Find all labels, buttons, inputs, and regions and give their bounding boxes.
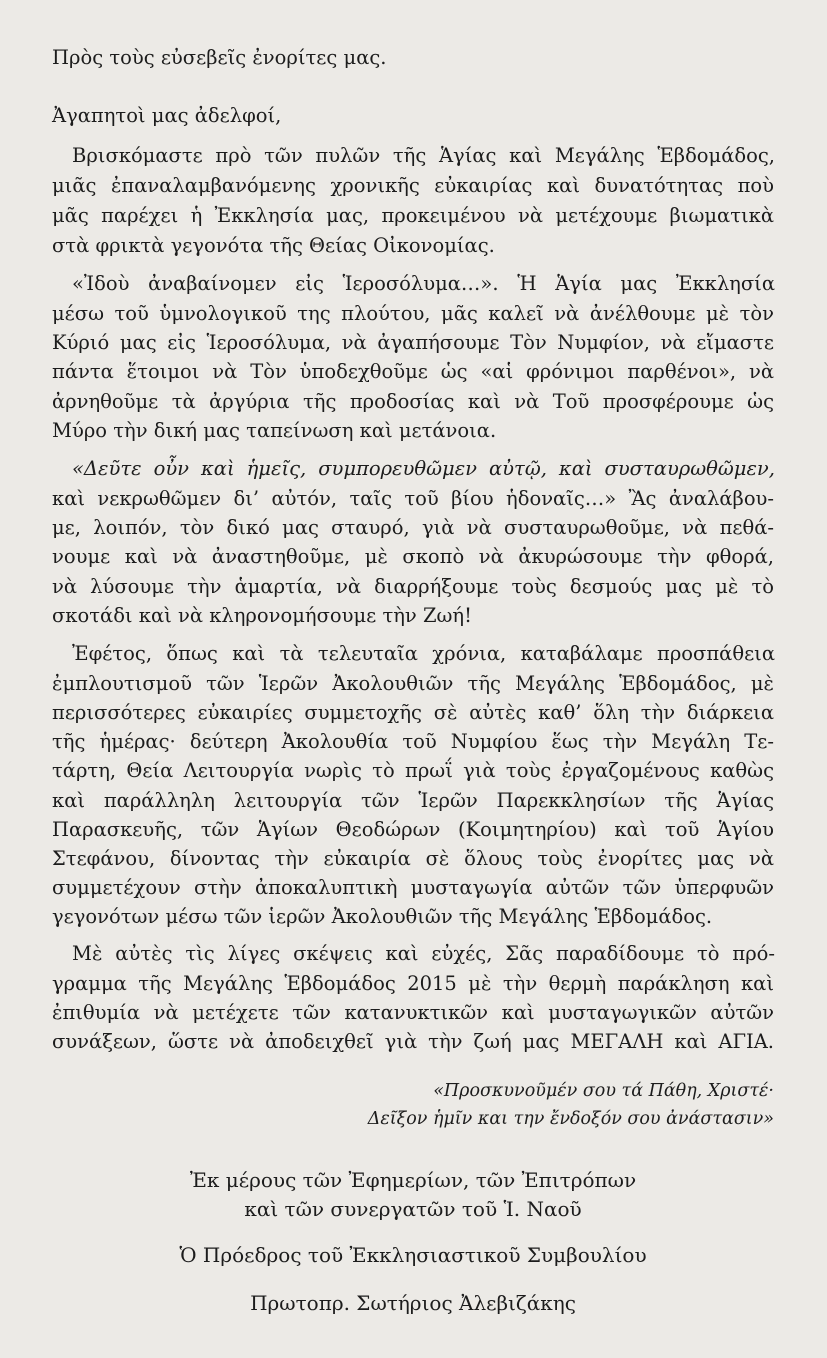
paragraph-5-line: συνάξεων, ὥστε νὰ ἀποδειχθεῖ γιὰ τὴν ζωή μας ΜΕΓΑΛΗ καὶ ΑΓΙΑ. — [52, 1030, 774, 1053]
paragraph-5-line: ἐπιθυμία νὰ μετέχετε τῶν κατανυκτικῶν καὶ μυσταγωγικῶν αὐτῶν — [52, 1001, 774, 1024]
signature-name: Πρωτοπρ. Σωτήριος Ἀλεβιζάκης — [250, 1291, 576, 1315]
greeting: Πρὸς τοὺς εὐσεβεῖς ἐνορίτες μας. — [52, 46, 387, 69]
paragraph-4-line: Παρασκευῆς, τῶν Ἁγίων Θεοδώρων (Κοιμητηρίου) καὶ τοῦ Ἁγίου — [52, 818, 774, 841]
paragraph-1-line: Βρισκόμαστε πρὸ τῶν πυλῶν τῆς Ἁγίας καὶ Μεγάλης Ἑβδομάδος, — [72, 144, 775, 167]
paragraph-3-line: «Δεῦτε οὖν καὶ ἡμεῖς, συμπορευθῶμεν αὐτῷ, καὶ συσταυρωθῶμεν, — [72, 457, 775, 480]
paragraph-1-line: μιᾶς ἐπαναλαμβανόμενης χρονικῆς εὐκαιρίας καὶ δυνατότητας ποὺ — [52, 174, 774, 197]
paragraph-4-line: τάρτη, Θεία Λειτουργία νωρὶς τὸ πρωΐ γιὰ τοὺς ἐργαζομένους καθὼς — [52, 759, 774, 782]
signature-line: Ἐκ μέρους τῶν Ἐφημερίων, τῶν Ἐπιτρόπων — [189, 1168, 637, 1192]
paragraph-4-line: Ἐφέτος, ὅπως καὶ τὰ τελευταῖα χρόνια, καταβάλαμε προσπάθεια — [72, 642, 775, 665]
paragraph-4-line: γεγονότων μέσω τῶν ἱερῶν Ἀκολουθιῶν τῆς Μεγάλης Ἑβδομάδος. — [52, 905, 713, 928]
paragraph-3-line: νουμε καὶ νὰ ἀναστηθοῦμε, μὲ σκοπὸ νὰ ἀκυρώσουμε τὴν φθορά, — [52, 545, 774, 568]
paragraph-2-line: μέσω τοῦ ὑμνολογικοῦ της πλούτου, μᾶς καλεῖ νὰ ἀνέλθουμε μὲ τὸν — [52, 302, 774, 325]
paragraph-2-line: Μύρο τὴν δική μας ταπείνωση καὶ μετάνοια. — [52, 419, 497, 442]
paragraph-3-line: σκοτάδι καὶ νὰ κληρονομήσουμε τὴν Ζωή! — [52, 604, 472, 627]
paragraph-4-line: Στεφάνου, δίνοντας τὴν εὐκαιρία σὲ ὅλους τοὺς ἐνορίτες μας νὰ — [52, 847, 774, 870]
paragraph-5-line: γραμμα τῆς Μεγάλης Ἑβδομάδος 2015 μὲ τὴν θερμὴ παράκληση καὶ — [52, 972, 774, 995]
paragraph-4-line: συμμετέχουν στὴν ἀποκαλυπτικὴ μυσταγωγία αὐτῶν τῶν ὑπερφυῶν — [52, 876, 774, 899]
paragraph-2-line: ἀρνηθοῦμε τὰ ἀργύρια τῆς προδοσίας καὶ νὰ Τοῦ προσφέρουμε ὡς — [52, 390, 774, 413]
paragraph-3-line: νὰ λύσουμε τὴν ἁμαρτία, νὰ διαρρήξουμε τοὺς δεσμούς μας μὲ τὸ — [52, 575, 774, 598]
paragraph-1-line: μᾶς παρέχει ἡ Ἐκκλησία μας, προκειμένου νὰ μετέχουμε βιωματικὰ — [52, 204, 774, 227]
paragraph-2-line: «Ἰδοὺ ἀναβαίνομεν εἰς Ἱεροσόλυμα…». Ἡ Ἁγία μας Ἐκκλησία — [72, 272, 775, 295]
paragraph-4-line: καὶ παράλληλη λειτουργία τῶν Ἱερῶν Παρεκκλησίων τῆς Ἁγίας — [52, 789, 774, 812]
paragraph-2-line: πάντα ἕτοιμοι νὰ Τὸν ὑποδεχθοῦμε ὡς «αἱ φρόνιμοι παρθένοι», νὰ — [52, 360, 774, 383]
signature-title: Ὁ Πρόεδρος τοῦ Ἐκκλησιαστικοῦ Συμβουλίου — [179, 1243, 647, 1267]
paragraph-3-line: με, λοιπόν, τὸν δικό μας σταυρό, γιὰ νὰ συσταυρωθοῦμε, νὰ πεθά- — [52, 516, 774, 539]
paragraph-4-line: ἐμπλουτισμοῦ τῶν Ἱερῶν Ἀκολουθιῶν τῆς Μεγάλης Ἑβδομάδος, μὲ — [52, 672, 774, 695]
paragraph-4-line: τῆς ἡμέρας· δεύτερη Ἀκολουθία τοῦ Νυμφίου ἕως τὴν Μεγάλη Τε- — [52, 730, 774, 753]
paragraph-1-line: στὰ φρικτὰ γεγονότα τῆς Θείας Οἰκονομίας. — [52, 234, 495, 257]
quote-line: Δεῖξον ἡμῖν και την ἔνδοξόν σου ἀνάστασιν» — [367, 1109, 774, 1129]
paragraph-2-line: Κύριό μας εἰς Ἱεροσόλυμα, νὰ ἀγαπήσουμε Τὸν Νυμφίον, νὰ εἴμαστε — [52, 331, 774, 354]
paragraph-4-line: περισσότερες εὐκαιρίες συμμετοχῆς σὲ αὐτὲς καθ’ ὅλη τὴν διάρκεια — [52, 701, 774, 724]
quote-line: «Προσκυνοῦμέν σου τά Πάθη, Χριστέ· — [433, 1081, 774, 1101]
paragraph-3-line: καὶ νεκρωθῶμεν δι’ αὐτόν, ταῖς τοῦ βίου ἡδοναῖς…» Ἂς ἀναλάβου- — [52, 487, 774, 510]
salutation: Ἀγαπητοὶ μας ἀδελφοί, — [52, 104, 282, 127]
signature-line: καὶ τῶν συνεργατῶν τοῦ Ἱ. Ναοῦ — [244, 1197, 582, 1221]
paragraph-5-line: Μὲ αὐτὲς τὶς λίγες σκέψεις καὶ εὐχές, Σᾶς παραδίδουμε τὸ πρό- — [72, 942, 775, 965]
